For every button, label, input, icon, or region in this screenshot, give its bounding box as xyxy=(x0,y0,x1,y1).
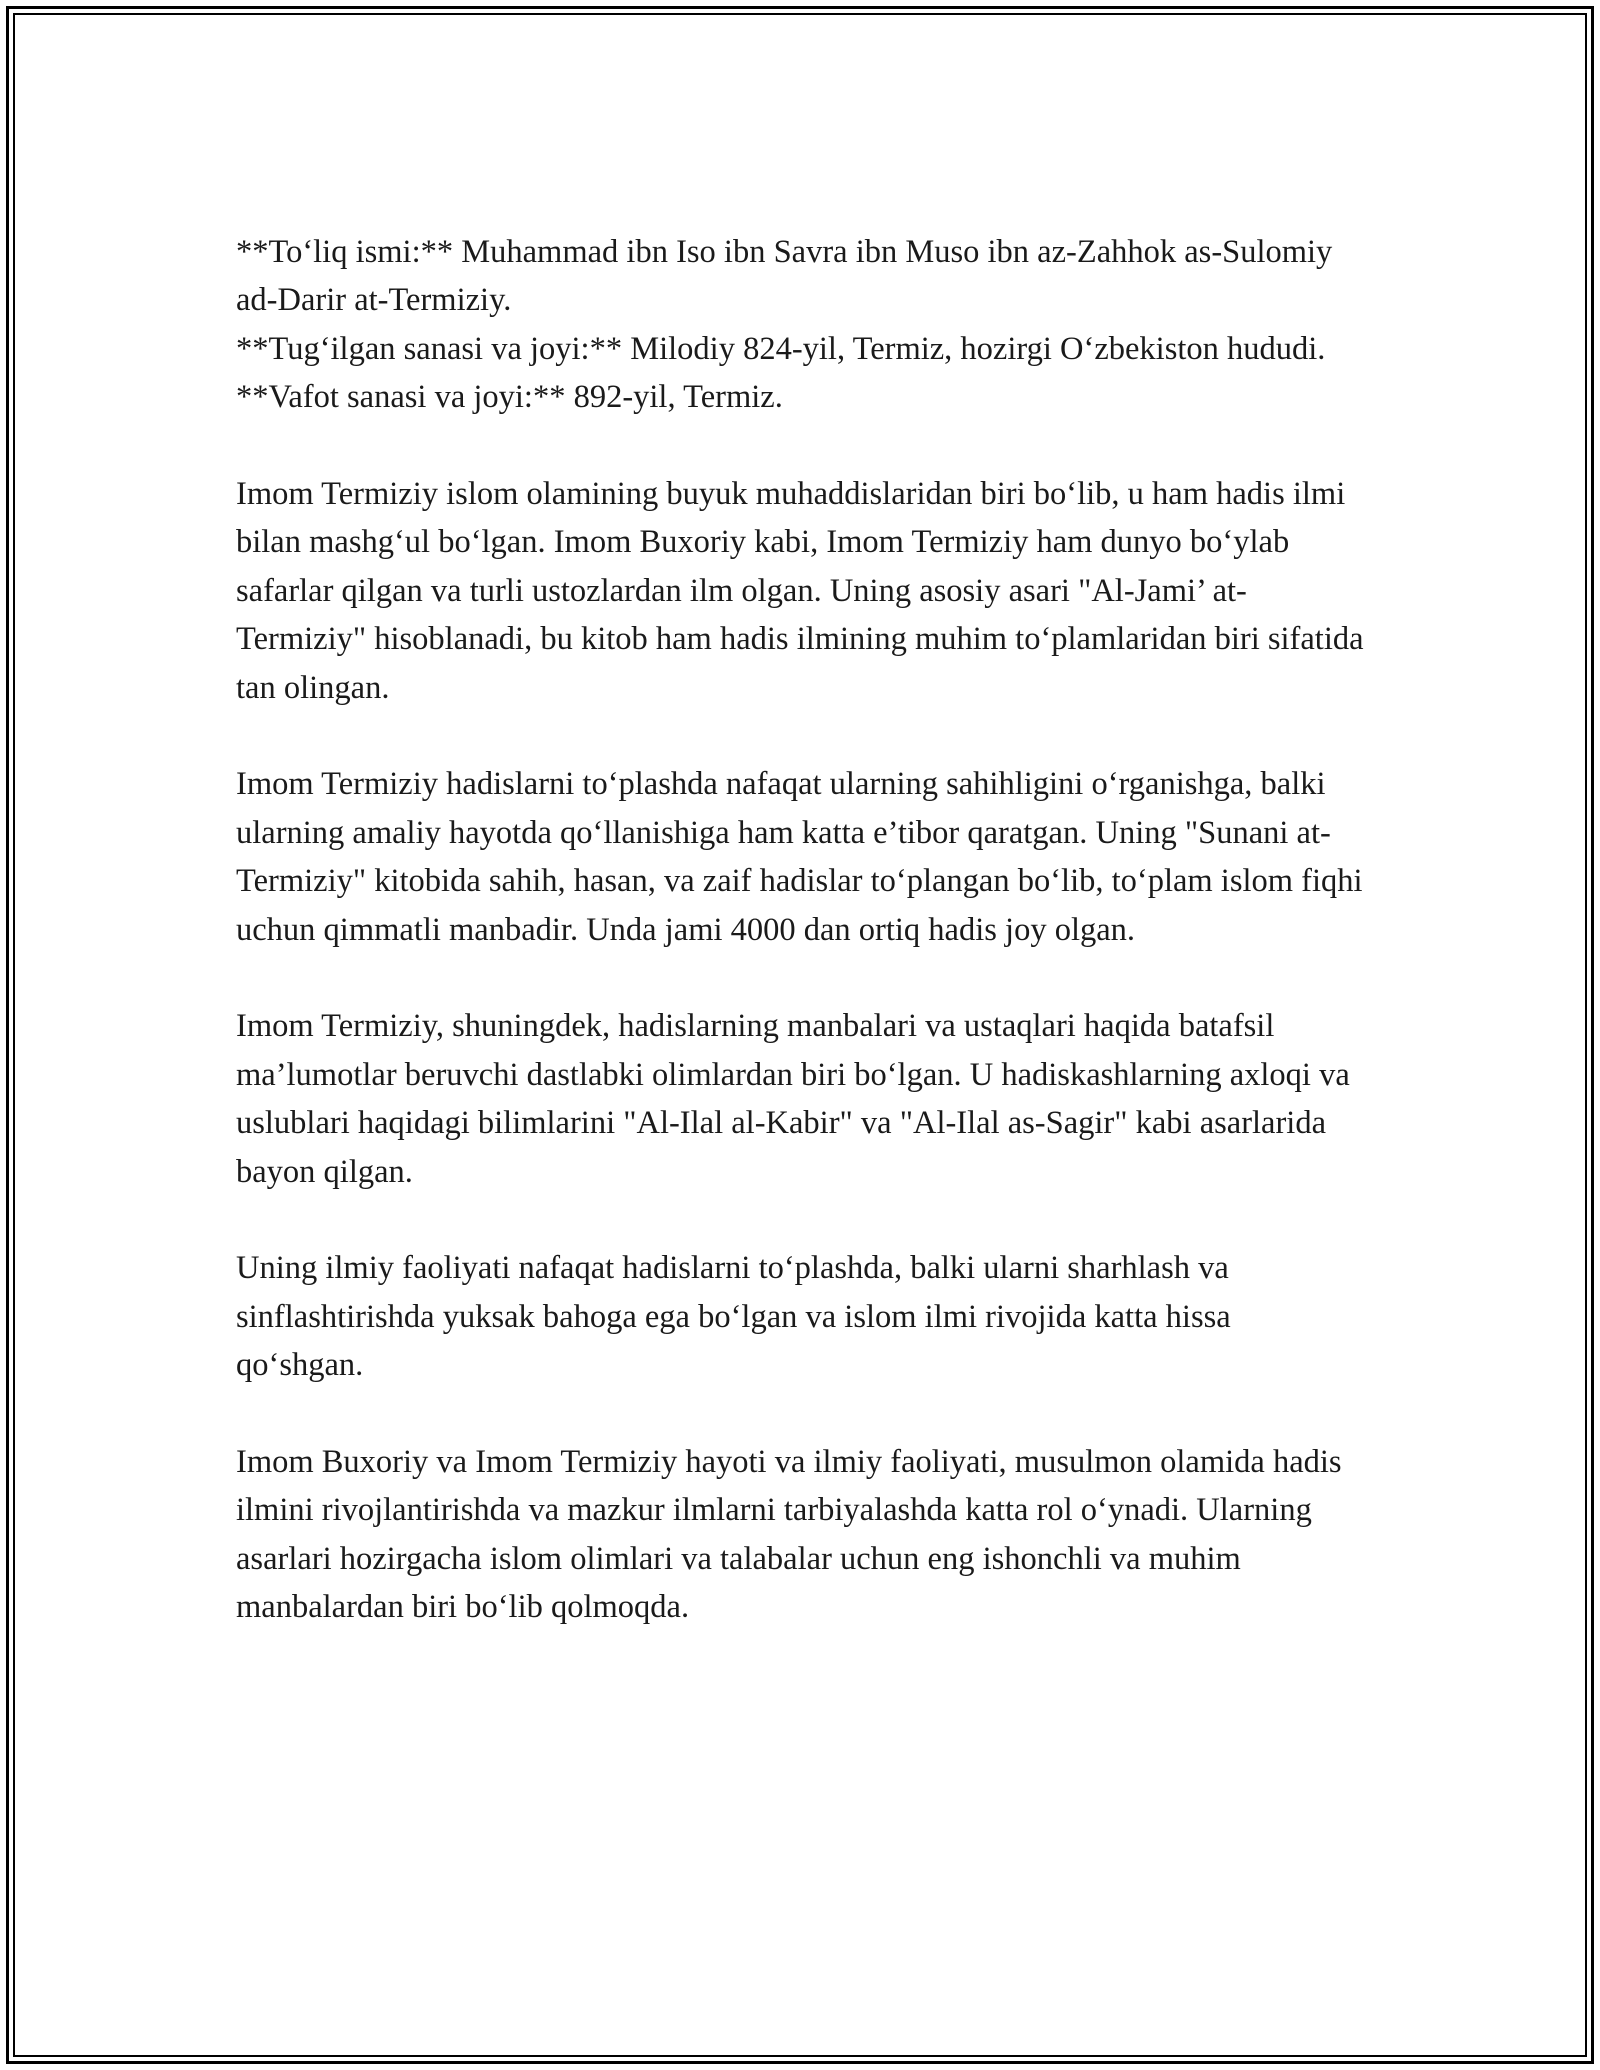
biography-info-block xyxy=(236,228,1366,422)
paragraph: Imom Buxoriy va Imom Termiziy hayoti va ilmiy faoliyati, musulmon olamida hadis ilmini rivojlantirishda va mazkur ilmlarni tarbiyalashda katta rol o‘ynadi. Ularning asarlari hozirgacha islom olimlari va talabalar uchun eng ishonchli va muhim manbalardan biri bo‘lib qolmoqda. xyxy=(236,1444,1342,1626)
full-name-line: **To‘liq ismi:** Muhammad ibn Iso ibn Savra ibn Muso ibn az-Zahhok as-Sulomiy ad-Darir at-Termiziy. xyxy=(236,234,1333,319)
paragraph: Imom Termiziy, shuningdek, hadislarning manbalari va ustaqlari haqida batafsil ma’lumotlar beruvchi dastlabki olimlardan biri bo‘lgan. U hadiskashlarning axloqi va uslublari haqidagi bilimlarini "Al-Ilal al-Kabir" va "Al-Ilal as-Sagir" kabi asarlarida bayon qilgan. xyxy=(236,1008,1350,1190)
paragraph: Imom Termiziy hadislarni to‘plashda nafaqat ularning sahihligini o‘rganishga, balki ularning amaliy hayotda qo‘llanishiga ham katta e’tibor qaratgan. Uning "Sunani at-Termiziy" kitobida sahih, hasan, va zaif hadislar to‘plangan bo‘lib, to‘plam islom fiqhi uchun qimmatli manbadir. Unda jami 4000 dan ortiq hadis joy olgan. xyxy=(236,766,1363,948)
paragraph: Uning ilmiy faoliyati nafaqat hadislarni to‘plashda, balki ularni sharhlash va sinflashtirishda yuksak bahoga ega bo‘lgan va islom ilmi rivojida katta hissa qo‘shgan. xyxy=(236,1250,1231,1384)
paragraph: Imom Termiziy islom olamining buyuk muhaddislaridan biri bo‘lib, u ham hadis ilmi bilan mashg‘ul bo‘lgan. Imom Buxoriy kabi, Imom Termiziy ham dunyo bo‘ylab safarlar qilgan va turli ustozlardan ilm olgan. Uning asosiy asari "Al-Jami’ at-Termiziy" hisoblanadi, bu kitob ham hadis ilmining muhim to‘plamlaridan biri sifatida tan olingan. xyxy=(236,476,1364,706)
document-body xyxy=(236,228,1366,1680)
birth-line: **Tug‘ilgan sanasi va joyi:** Milodiy 824-yil, Termiz, hozirgi O‘zbekiston hududi. xyxy=(236,330,1326,367)
death-line: **Vafot sanasi va joyi:** 892-yil, Termiz. xyxy=(236,379,783,416)
